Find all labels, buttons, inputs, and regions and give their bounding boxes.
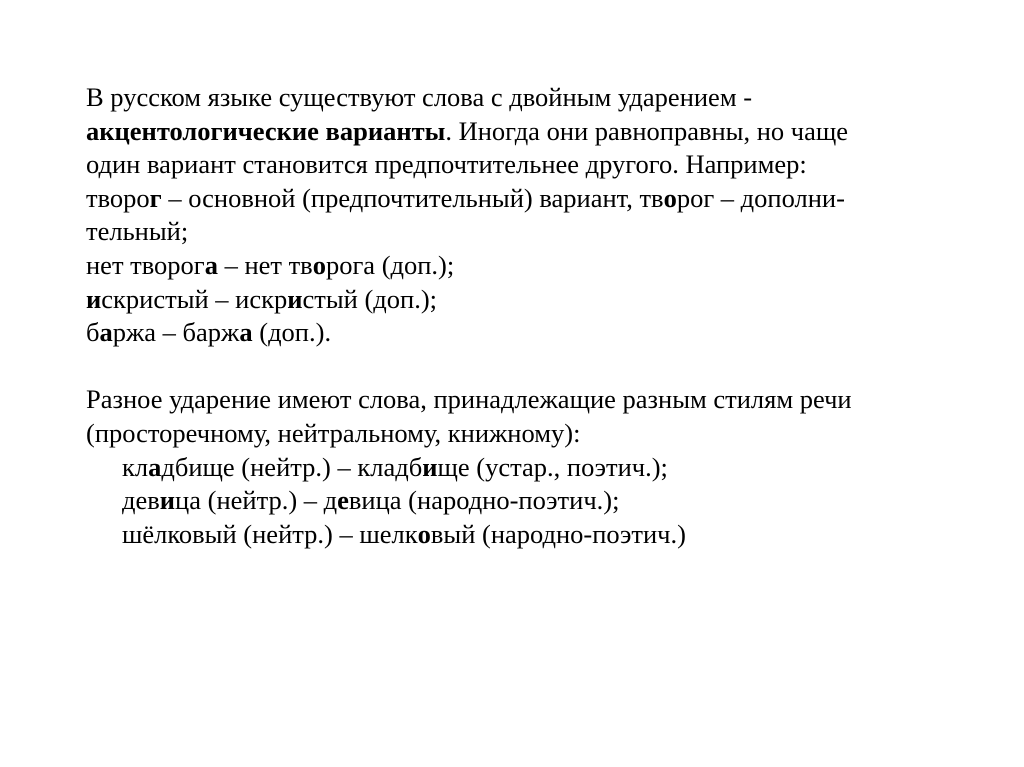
term-accentological-variants: акцентологические варианты (86, 115, 446, 146)
stressed-letter: о (663, 182, 677, 213)
p1-line-1-text: В русском языке существуют слова с двойным ударением - (86, 82, 753, 112)
stressed-letter: а (239, 317, 253, 348)
p2-line-1-text: Разное ударение имеют слова, принадлежащие разным стилям речи (86, 384, 852, 415)
stressed-letter: а (204, 249, 218, 280)
p1-line-1 (86, 81, 986, 115)
stressed-letter: и (159, 485, 176, 516)
text-run: шёлковый (нейтр.) – шелк (122, 518, 418, 549)
p1-line-8 (86, 316, 986, 350)
stressed-letter: и (422, 451, 438, 482)
text-run: ржа – барж (112, 317, 240, 348)
p1-line-6 (86, 249, 986, 283)
stressed-letter: и (86, 283, 102, 314)
p1-line-3 (86, 148, 986, 182)
stressed-letter: о (417, 518, 431, 549)
text-run: ще (устар., поэтич.); (437, 451, 668, 482)
text-run: дев (122, 485, 160, 516)
p2-line-5 (86, 518, 986, 552)
text-run: рога (доп.); (325, 249, 455, 280)
text-run: творо (86, 182, 150, 213)
slide-text (86, 81, 986, 551)
p1-line-4 (86, 182, 986, 216)
text-run: вица (народно-поэтич.); (348, 485, 620, 516)
p2-line-2 (86, 417, 986, 451)
text-run: дбище (нейтр.) – кладб (161, 451, 423, 482)
text-run: – основной (предпочтительный) вариант, тв (161, 182, 664, 213)
stressed-letter: а (99, 317, 113, 348)
p1-line-2-rest: . Иногда они равноправны, но чаще (445, 115, 849, 146)
stressed-letter: г (149, 182, 162, 213)
p2-line-2-text: (просторечному, нейтральному, книжному): (86, 417, 581, 448)
text-run: нет творог (86, 249, 205, 280)
p2-line-4 (86, 484, 986, 518)
text-run: б (86, 317, 100, 348)
p1-line-2 (86, 115, 986, 149)
text-run: ца (нейтр.) – д (175, 485, 338, 516)
text-run: вый (народно-поэтич.) (430, 518, 686, 549)
stressed-letter: а (148, 451, 162, 482)
text-run: (доп.). (252, 317, 332, 348)
text-run: стый (доп.); (302, 283, 438, 314)
text-run: – нет тв (217, 249, 313, 280)
text-run: рог – дополни- (676, 182, 845, 213)
stressed-letter: и (287, 283, 303, 314)
text-run: скристый – искр (101, 283, 288, 314)
paragraph-spacer (86, 350, 986, 384)
p1-line-5 (86, 215, 986, 249)
stressed-letter: о (312, 249, 326, 280)
p2-line-1 (86, 383, 986, 417)
stressed-letter: е (337, 485, 349, 516)
text-run: кл (122, 451, 149, 482)
p1-line-3-text: один вариант становится предпочтительнее другого. Например: (86, 149, 807, 180)
p2-line-3 (86, 451, 986, 485)
p1-line-7 (86, 283, 986, 317)
p1-line-5-text: тельный; (86, 216, 189, 247)
